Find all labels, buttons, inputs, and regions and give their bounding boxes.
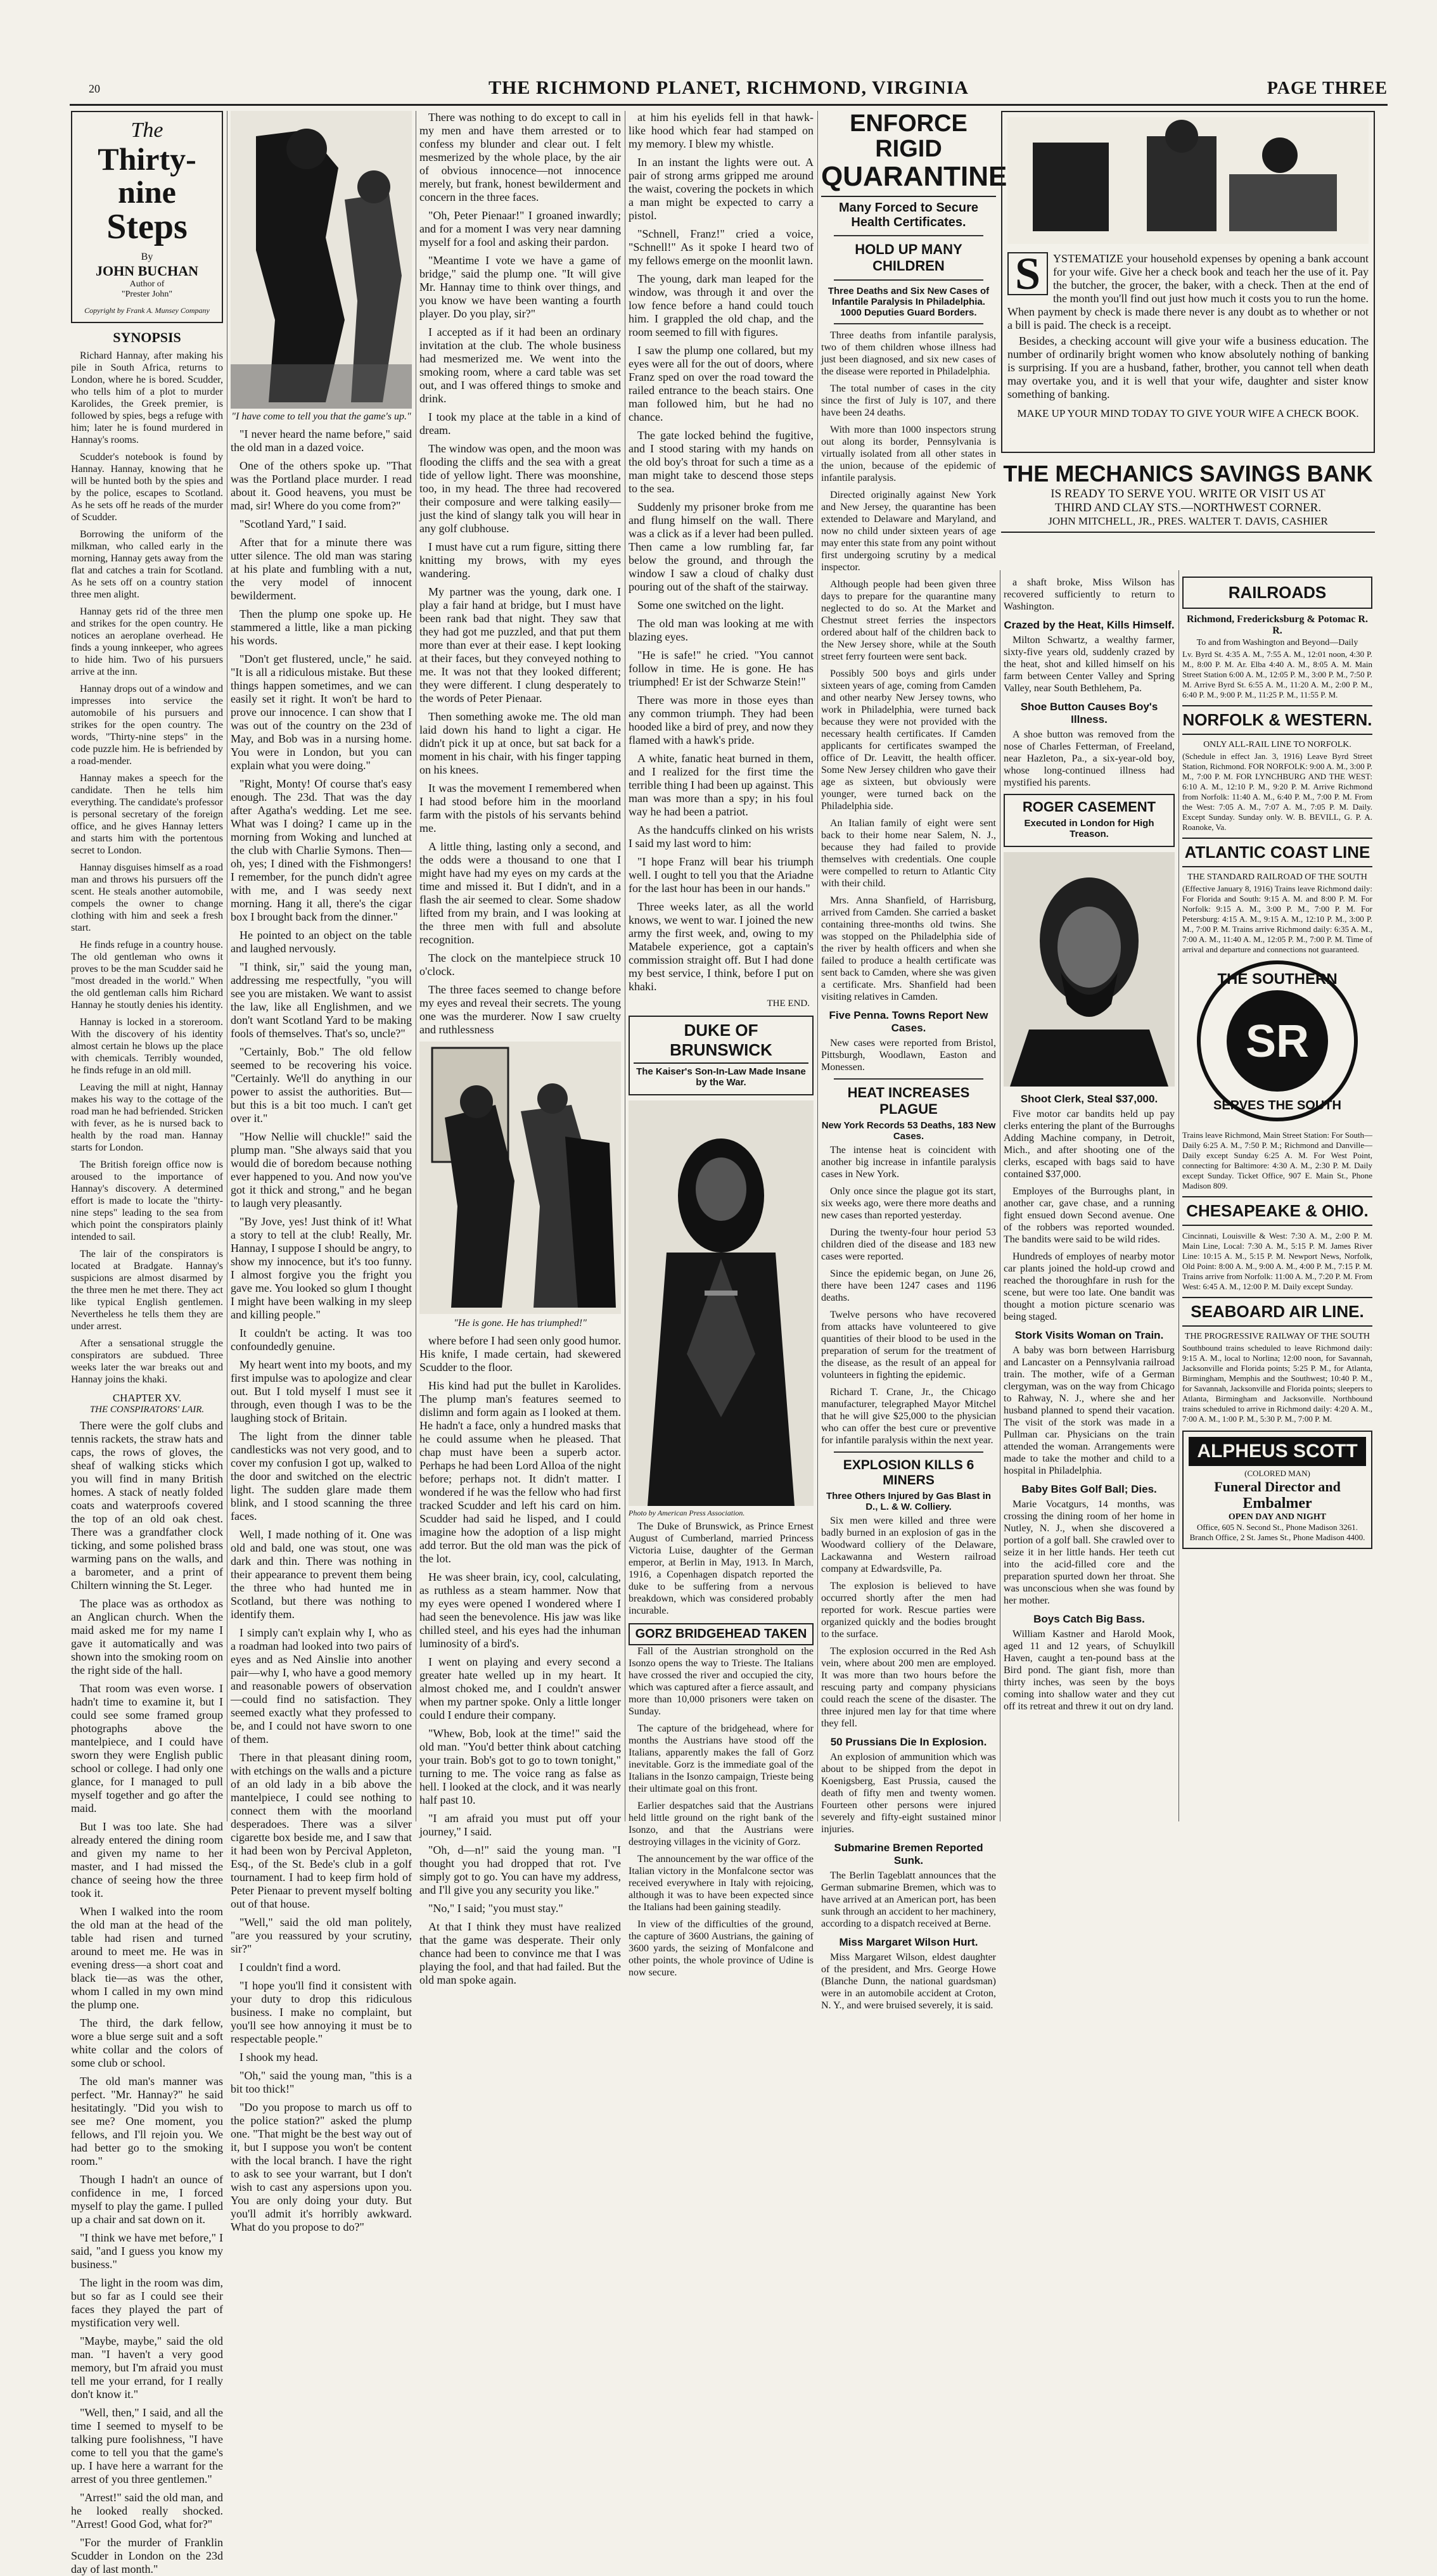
southern-logo-mark: SR	[1245, 1016, 1310, 1067]
paragraph: It was the movement I remembered when I had stood before him in the moorland farm with the pistols of his servants behind me.	[419, 782, 621, 834]
prior-work: "Prester John"	[121, 290, 173, 299]
page-label: PAGE THREE	[1267, 79, 1388, 98]
undertaker-hours: OPEN DAY AND NIGHT	[1228, 1512, 1327, 1522]
paragraph: Hannay disguises himself as a road man and throws his pursuers off the scent. He steals another automobile, compels the owner to change clothing with him and seek a fresh start.	[71, 862, 223, 933]
shoe-headline: Shoe Button Causes Boy's Illness.	[1020, 701, 1158, 725]
explosion-subhead-2: Submarine Bremen Reported Sunk.	[834, 1842, 983, 1866]
acl-name: ATLANTIC COAST LINE	[1182, 838, 1372, 867]
paragraph: Hannay drops out of a window and impresses into service the automobile of his pursuers and strikes for the open country. The words, "Thirty-nine steps" in the code puzzle him. He is befriended by a road-mender.	[71, 684, 223, 767]
serial-body-col3b	[419, 1334, 621, 1987]
clerk-headline: Shoot Clerk, Steal $37,000.	[1020, 1093, 1158, 1105]
paragraph: The light from the dinner table candlesticks was not very good, and to cover my confusion I got up, walked to the door and switched on the electric light. The sudden glare made them blink, and I stood scanning the three faces.	[231, 1430, 412, 1522]
paragraph: That room was even worse. I hadn't time to examine it, but I could see some framed group photographs above the mantelpiece, and I could have sworn they were English public school or college. I had only one glance, for I managed to pull myself together and go after the maid.	[71, 1682, 223, 1814]
paragraph: In an instant the lights were out. A pair of strong arms gripped me around the waist, covering the pockets in which a man might be expected to carry a pistol.	[629, 156, 814, 222]
paragraph: "By Jove, yes! Just think of it! What a story to tell at the club! Really, Mr. Hannay, I suppose I should be angry, to show my innocence, but it's too funny. I almost forgive you the fright you gave me. You looked so glum I thought I might have been walking in my sleep and killing people."	[231, 1215, 412, 1321]
boys-body: William Kastner and Harold Mook, aged 11 and 12 years, of Schuylkill Haven, caught a ten-pound bass at the Bird pond. The giant fish, more than thirty inches, was seen by the boys coming into shallow water and they cut off its retreat and threw it out on dry land.	[1004, 1629, 1175, 1712]
paragraph: The three faces seemed to change before my eyes and reveal their secrets. The young one was the murderer. Now I saw cruelty and ruthlessness	[419, 983, 621, 1036]
nw-sub: ONLY ALL-RAIL LINE TO NORFOLK.	[1203, 740, 1351, 749]
paragraph: I simply can't explain why I, who as a roadman had looked into two pairs of eyes and as Ned Ainslie into another pair—why I, who have a good memory and reasonable powers of observation—could find no satisfaction. They seemed exactly what they professed to be, and I could not have sworn to one of them.	[231, 1626, 412, 1745]
paragraph: "Oh, Peter Pienaar!" I groaned inwardly; and for a moment I was very near damning myself for a fool and asking their pardon.	[419, 209, 621, 248]
paragraph: I went on playing and every second a greater hate welled up in my heart. It almost choked me, and I couldn't answer when my partner spoke. Only a little longer could I endure their company.	[419, 1655, 621, 1721]
paragraph: The light in the room was dim, but so far as I could see their faces they played the part of mystification very well.	[71, 2276, 223, 2329]
paragraph: I took my place at the table in a kind of dream.	[419, 411, 621, 437]
paragraph: "No," I said; "you must stay."	[428, 1902, 563, 1915]
paragraph: Twelve persons who have recovered from attacks have volunteered to give quantities of their blood to be used in the preparation of serum for the treatment of the disease, as the result of an appeal for volunteers in fighting the epidemic.	[821, 1310, 996, 1380]
paragraph: "Arrest!" said the old man, and he looked really shocked. "Arrest! Good God, what for?"	[71, 2491, 223, 2530]
bank-line-1: IS READY TO SERVE YOU. WRITE OR VISIT US AT	[1051, 487, 1325, 501]
paragraph: Employes of the Burroughs plant, in another car, gave chase, and a running fight ensued down Second avenue. One of the robbers was reported wounded. The bandits were said to be wild rides.	[1004, 1186, 1175, 1245]
paragraph: As the handcuffs clinked on his wrists I said my last word to him:	[629, 824, 814, 850]
paragraph: "Oh," said the young man, "this is a bit too thick!"	[231, 2069, 412, 2095]
paragraph: Then something awoke me. The old man laid down his hand to light a cigar. He didn't pick it up at once, but sat back for a moment in his chair, with his finger tapping on his knees.	[419, 710, 621, 776]
paragraph: The capture of the bridgehead, where for months the Austrians have stood off the Italians, apparently makes the fall of Gorz inevitable. Gorz is the immediate goal of the Italians in the Isonzo campaign, Trieste being their ultimate goal on this front.	[629, 1723, 814, 1794]
paragraph: Hundreds of employes of nearby motor car plants joined the hold-up crowd and reached the thoroughfare in rush for the scene, but were too late. One bandit was thought a motion picture scenario was being staged.	[1004, 1251, 1175, 1322]
paragraph: It couldn't be acting. It was too confoundedly genuine.	[231, 1327, 412, 1353]
paragraph: Richard T. Crane, Jr., the Chicago manufacturer, telegraphed Mayor Mitchel that he will give $25,000 to the physician who can offer the best cure or preventive for infantile paralysis within the next year.	[821, 1387, 996, 1446]
paragraph: The clock on the mantelpiece struck 10 o'clock.	[419, 952, 621, 978]
newspaper-title: THE RICHMOND PLANET, RICHMOND, VIRGINIA	[489, 77, 969, 98]
explosion-subhead-1: 50 Prussians Die In Explosion.	[830, 1736, 987, 1748]
paragraph: Three weeks later, as all the world knows, we went to war. I joined the new army the first week, and, owing to my Matabele experience, got a captain's commission straight off. But I had done my best service, I think, before I put on khaki.	[629, 900, 814, 993]
gorz-headline-box	[629, 1623, 814, 1645]
column-rule	[817, 111, 818, 1821]
paragraph: "Certainly, Bob." The old fellow seemed to be recovering his voice. "Certainly. We'll do anything in our power to assist the authorities. But—but this is a bit too much. I can't get over it."	[231, 1045, 412, 1125]
paragraph: The total number of cases in the city since the first of July is 107, and there have been 24 deaths.	[821, 383, 996, 418]
paragraph: A white, fanatic heat burned in them, and I realized for the first time the terrible thing I had been up against. This man was more than a spy; in his foul way he had been a patriot.	[629, 752, 814, 818]
paragraph: At that I think they must have realized that the game was desperate. Their only chance had been to convince me that I was playing the fool, and that had failed. But the old man spoke again.	[419, 1920, 621, 1986]
paragraph: There was nothing to do except to call in my men and have them arrested or to confess my blunder and clear out. I felt mesmerized by the whole place, by the air of obvious innocence—not innocence merely, but frank, honest bewilderment and concern in the three faces.	[419, 111, 621, 203]
southern-logo	[1182, 959, 1372, 1126]
paragraph: "Whew, Bob, look at the time!" said the old man. "You'd better think about catching your train. Bob's got to go to town tonight," turning to me. The voice rang as false as hell. I looked at the clock, and it was nearly half past 10.	[419, 1727, 621, 1806]
paragraph: at him his eyelids fell in that hawk-like hood which fear had stamped on my memory. I blew my whistle.	[629, 111, 814, 150]
bank-name: THE MECHANICS SAVINGS BANK	[1003, 461, 1373, 487]
paragraph: He finds refuge in a country house. The old gentleman who owns it proves to be the man Scudder said he "most dreaded in the world." When the old gentleman calls him Richard Hannay he stoutly denies his identity.	[71, 940, 223, 1011]
brunswick-caption: The Duke of Brunswick, as Prince Ernest August of Cumberland, married Princess Victoria Luise, daughter of the German emperor, at Berlin in May, 1913. In March, 1916, a Copenhagen dispatch reported the duke to be suffering from a nervous breakdown, which was considered probably incurable.	[629, 1521, 814, 1616]
paragraph: The intense heat is coincident with another big increase in infantile paralysis cases in New York.	[821, 1145, 996, 1180]
paragraph: The window was open, and the moon was flooding the cliffs and the sea with a great tide of yellow light. There was moonshine, too, in my head. The three had recovered their composure and were talking easily—just the kind of slangy talk you will hear in any golf clubhouse.	[419, 442, 621, 535]
paragraph: Hannay gets rid of the three men and strikes for the open country. He notices an aeroplane overhead. He finds a young innkeeper, who agrees to hide him. Two of his pursuers arrive at the inn.	[71, 606, 223, 677]
boys-headline: Boys Catch Big Bass.	[1033, 1613, 1145, 1625]
quarantine-deck-3: Three Deaths and Six New Cases of Infantile Paralysis In Philadelphia. 1000 Deputies Guard Borders.	[827, 286, 990, 318]
ball-headline: Baby Bites Golf Ball; Dies.	[1021, 1483, 1157, 1495]
bank-line-2: THIRD AND CLAY STS.—NORTHWEST CORNER.	[1054, 501, 1322, 514]
paragraph: An Italian family of eight were sent back to their home near Salem, N. J., because they had failed to provide themselves with credentials. One couple were compelled to return to Atlantic City with their child.	[821, 818, 996, 889]
paragraph: Borrowing the uniform of the milkman, who called early in the morning, Hannay gets away from the flat and catches a train for Scotland. As he sets off on a country station three men alight.	[71, 529, 223, 600]
acl-times: (Effective January 8, 1916) Trains leave Richmond daily: For Florida and South: 9:15 A. M. and 8:00 P. M. For Norfolk: 9:15 A. M., 3:00 P. M., 7:00 P. M. For Petersburg: 4:15 A. M., 9:15 A. M., 12:10 P. M., 3:00 P. M., 7:00 P. M. Trains arrive Richmond daily: 6:35 A. M., 7:00 A. M., 11:40 A. M., 12:05 P. M., 7:00 P. M. Time of arrival and departure and connections not guaranteed.	[1182, 884, 1372, 954]
paragraph: Well, I made nothing of it. One was old and bald, one was stout, one was dark and thin. There was nothing in their appearance to prevent them being the three who had hunted me in Scotland, but there was nothing to identify them.	[231, 1528, 412, 1621]
drop-cap: S	[1007, 252, 1048, 295]
paragraph: "Well, then," I said, and all the time I seemed to myself to be talking pure foolishness, "I have come to tell you that the game's up. I have here a warrant for the arrest of you three gentlemen."	[71, 2406, 223, 2485]
quarantine-deck-2: HOLD UP MANY CHILDREN	[855, 241, 962, 274]
paragraph: The British foreign office now is aroused to the importance of Hannay's discovery. A determined effort is made to locate the "thirty-nine steps" leading to the sea from which point the conspirators plainly intended to sail.	[71, 1159, 223, 1242]
undertaker-name: ALPHEUS SCOTT	[1189, 1437, 1366, 1466]
illustration-figures	[231, 111, 412, 409]
paragraph: The gate locked behind the fugitive, and I stood staring with my hands on the old boy's throat for such a time as a man might take to descend those steps to the sea.	[629, 429, 814, 495]
paragraph: I must have cut a rum figure, sitting there knitting my brows, with my eyes wandering.	[419, 540, 621, 580]
explosion-sub-body-2: The Berlin Tageblatt announces that the German submarine Bremen, which was to have arrived at an American port, has been sunk through an accident to her machinery, according to a dispatch received at Berne.	[821, 1870, 996, 1929]
paragraph: With more than 1000 inspectors strung out along its border, Pennsylvania is virtually isolated from all other states in the union, because of the epidemic of infantile paralysis.	[821, 424, 996, 483]
stork-body: A baby was born between Harrisburg and Lancaster on a Pennsylvania railroad train. The mother, wife of a German clergyman, was on the way from Chicago to Rahway, N. J., where she and her husband planned to spend their vacation. The visit of the stork was made in a Pullman car. Physicians on the train attended the woman. Arrangements were made to take the mother and child to a hospital in Philadelphia.	[1004, 1345, 1175, 1476]
southern-logo-graphic	[1195, 959, 1360, 1123]
casement-headline: ROGER CASEMENT	[1022, 799, 1156, 815]
bank-ad-box	[1001, 111, 1375, 453]
railroads-column	[1182, 577, 1372, 1818]
paragraph: The third, the dark fellow, wore a blue serge suit and a soft white collar and the colors of some club or school.	[71, 2017, 223, 2069]
paragraph: He was sheer brain, icy, cool, calculating, as ruthless as a steam hammer. Now that my eyes were opened I wondered where I had seen the benevolence. His jaw was like chilled steel, and his eyes had the inhuman luminosity of a bird's.	[419, 1571, 621, 1650]
sal-times: Southbound trains scheduled to leave Richmond daily: 9:15 A. M., local to Norlina; 12:00 noon, for Savannah, Jacksonville and Florida points; 5:25 P. M., for Atlanta, Birmingham, Memphis and the Southwest; 10:40 P. M., for Savannah, Jacksonville and Florida points; sleepers to Atlanta, Birmingham and Jacksonville. Northbound trains scheduled to arrive in Richmond daily: 4:20 A. M., 7:00 A. M., 1:00 P. M., 5:30 P. M., 7:00 P. M.	[1182, 1343, 1372, 1424]
paragraph: "I hope you'll find it consistent with your duty to drop this ridiculous business. I make no complaint, but you'll see how annoying it must be to respectable people."	[231, 1979, 412, 2045]
paragraph: The lair of the conspirators is located at Bradgate. Hannay's suspicions are almost disarmed by the three men he met there. They act like typical English gentlemen. Nevertheless he tells them they are under arrest.	[71, 1249, 223, 1332]
paragraph: In view of the difficulties of the ground, the capture of 3600 Austrians, the gaining of 3600 yards, the seizing of Monfalcone and other points, the whole province of Udine is now secure.	[629, 1919, 814, 1978]
ball-body: Marie Vocatgurs, 14 months, was crossing the dining room of her home in Nutley, N. J., when she discovered a portion of a golf ball. She crawled over to seize it in her little hands. Her teeth cut into the acid-filled core and the preparation spurted down her throat. She was unconscious when she was found by her mother.	[1004, 1499, 1175, 1606]
paragraph: But I was too late. She had already entered the dining room and given my name to her master, and I had missed the chance of seeing how the three took it.	[71, 1820, 223, 1899]
undertaker-branch: Branch Office, 2 St. James St., Phone Madison 4400.	[1189, 1533, 1365, 1542]
explosion-sub-body-1: An explosion of ammunition which was about to be shipped from the depot in Koenigsberg, East Prussia, caused the death of fifty men and twenty women. Fourteen other persons were injured severely and fifty-eight sustained minor injuries.	[821, 1752, 996, 1835]
paragraph: Richard Hannay, after making his pile in South Africa, returns to London, where he is bored. Scudder, who tells him of a plot to murder Karolides, the Greek premier, is followed by spies, begs a refuge with him; later he is found murdered in Hannay's rooms.	[71, 350, 223, 445]
paragraph: "Don't get flustered, uncle," he said. "It is all a ridiculous mistake. But these things happen sometimes, and we can easily set it right. It won't be hard to prove our innocence. I can show that I was out of the country on the 23d of May, and Bob was in a nursing home. You were in London, but you can explain what you were doing."	[231, 653, 412, 772]
serial-body-col2	[231, 428, 412, 2234]
paragraph: "Well," said the old man politely, "are you reassured by your scrutiny, sir?"	[231, 1916, 412, 1955]
serial-title-box	[71, 111, 223, 323]
illustration-confrontation	[231, 111, 412, 409]
co-name: CHESAPEAKE & OHIO.	[1182, 1196, 1372, 1226]
rfp-name: Richmond, Fredericksburg & Potomac R. R.	[1187, 614, 1368, 636]
divider	[834, 235, 983, 236]
casement-portrait-figure	[1004, 852, 1175, 1087]
paragraph: "I think we have met before," I said, "and I guess you know my business."	[71, 2231, 223, 2271]
serial-column-2	[231, 111, 412, 2233]
paragraph: My partner was the young, dark one. I play a fair hand at bridge, but I must have been rank bad that night. They saw that they had got me puzzled, and that put them more than ever at their ease. I kept looking at their faces, but they conveyed nothing to me. It was not that they looked different; they were different. I clung desperately to the words of Peter Pienaar.	[419, 585, 621, 705]
paragraph: Leaving the mill at night, Hannay makes his way to the cottage of the road man he had befriended. Stricken with fever, as he is nursed back to health by the road man. Hannay starts for London.	[71, 1082, 223, 1153]
serial-column-3	[419, 111, 621, 1986]
casement-deck: Executed in London for High Treason.	[1024, 818, 1154, 839]
southern-logo-top-text: THE SOUTHERN	[1217, 971, 1338, 988]
paragraph: One of the others spoke up. "That was the Portland place murder. I read about it. Good heavens, you must be mad, sir! Where do you come from?"	[231, 459, 412, 512]
undertaker-title-2: Embalmer	[1242, 1495, 1312, 1512]
quarantine-headline-1: ENFORCE RIGID	[850, 110, 968, 162]
paragraph: "He is safe!" he cried. "You cannot follow in time. He is gone. He has triumphed! Er ist der Schwarze Stein!"	[629, 649, 814, 688]
explosion-subhead-3: Miss Margaret Wilson Hurt.	[839, 1936, 978, 1948]
gorz-headline: GORZ BRIDGEHEAD TAKEN	[635, 1627, 807, 1641]
paragraph: "Schnell, Franz!" cried a voice, "Schnell!" As it spoke I heard two of my fellows emerge on the moonlit lawn.	[629, 227, 814, 267]
paragraph: The announcement by the war office of the Italian victory in the Monfalcone sector was received everywhere in Italy with rejoicing, although it was to have been expected since the Italians had been gaining steadily.	[629, 1854, 814, 1913]
southern-logo-bottom-text: SERVES THE SOUTH	[1213, 1099, 1341, 1113]
quarantine-deck-1: Many Forced to Secure Health Certificates.	[838, 201, 979, 229]
paragraph: Mrs. Anna Shanfield, of Harrisburg, arrived from Camden. She carried a basket containing three-months old twins. She was stopped on the Philadelphia side of the river by health officers and when she failed to produce a health certificate was sent back to Camden, where she was given a certificate. Mrs. Shanfield had been visiting relatives in Camden.	[821, 895, 996, 1002]
bank-ad-illustration	[1007, 117, 1369, 244]
divider	[834, 1078, 983, 1080]
serial-body-col4	[629, 111, 814, 993]
divider	[834, 1451, 983, 1453]
paragraph: I accepted as if it had been an ordinary invitation at the club. The whole business had mesmerized me. We went into the smoking room, where a card table was set out, and I was offered things to smoke and drink.	[419, 326, 621, 405]
paragraph: During the twenty-four hour period 53 children died of the disease and 183 new cases were reported.	[821, 1227, 996, 1262]
paragraph: A little thing, lasting only a second, and the odds were a thousand to one that I might have had my eyes on my cards at the time and missed it. But I didn't, and in a flash the air seemed to clear. Some shadow lifted from my brain, and I was looking at the three men with full and absolute recognition.	[419, 840, 621, 946]
serial-column-4	[629, 111, 814, 1978]
paragraph: "Oh, d—n!" said the young man. "I thought you had dropped that rot. I've simply got to go. You can have my address, and I'll give you any security you like."	[419, 1844, 621, 1896]
southern-times: Trains leave Richmond, Main Street Station: For South—Daily 6:25 A. M., 7:50 P. M.; Richmond and Danville—Daily except Sunday 6:25 A. M. For West Point, connecting for Baltimore: 4:30 A. M., 2:30 P. M. Daily except Sunday. Ticket Office, 907 E. Main St., Phone Madison 809.	[1182, 1130, 1372, 1190]
clerk-body	[1004, 1108, 1175, 1323]
paragraph: The place was as orthodox as an Anglican church. When the maid asked me for my name I gave it automatically and was shown into the smoking room on the right side of the hall.	[71, 1597, 223, 1676]
byline-by: By	[141, 252, 153, 262]
top-snippet: a shaft broke, Miss Wilson has recovered sufficiently to return to Washington.	[1004, 577, 1175, 612]
gorz-body	[629, 1645, 814, 1979]
quarantine-body	[821, 329, 996, 1003]
undertaker-ad	[1182, 1431, 1372, 1549]
bank-ad-cta: MAKE UP YOUR MIND TODAY TO GIVE YOUR WIFE A CHECK BOOK.	[1017, 407, 1359, 419]
synopsis-heading: SYNOPSIS	[113, 329, 181, 345]
paragraph: I shook my head.	[240, 2051, 318, 2063]
the-end: THE END.	[767, 998, 810, 1009]
paragraph: There were the golf clubs and tennis rackets, the straw hats and caps, the rows of gloves, the sheaf of walking sticks which you will find in many British homes. A stack of neatly folded coats and waterproofs covered the top of an old oak chest. There was a grandfather clock ticking, and some polished brass warming pans on the walls, and a barometer, and a print of Chiltern winning the St. Leger.	[71, 1419, 223, 1591]
plague-headline: HEAT INCREASES PLAGUE	[847, 1085, 970, 1117]
paragraph: The old man's manner was perfect. "Mr. Hannay?" he said hesitatingly. "Did you wish to see me? One moment, you fellows, and I'll rejoin you. We had better go to the smoking room."	[71, 2075, 223, 2167]
paragraph: Earlier despatches said that the Austrians held little ground on the right bank of the Isonzo, and that the Austrians were destroying villages in the vicinity of Gorz.	[629, 1801, 814, 1847]
bank-advertisement	[1001, 111, 1375, 567]
serial-title-the: The	[131, 118, 163, 142]
explosion-headline: EXPLOSION KILLS 6 MINERS	[843, 1458, 974, 1488]
photo-credit: Photo by American Press Association.	[629, 1508, 745, 1517]
paragraph: "Right, Monty! Of course that's easy enough. The 23d. That was the day after Agatha's wedding. Let me see. What was I doing? I came up in the morning from Woking and lunched at the club with Charlie Symons. Then—oh, yes; I dined with the Fishmongers! I remember, for the punch didn't agree with me, and I was seedy next morning. Hang it all, there's the cigar box I brought back from the dinner."	[231, 777, 412, 923]
paragraph: Only once since the plague got its start, six weeks ago, were there more deaths and new cases than reported yesterday.	[821, 1186, 996, 1221]
paragraph: He pointed to an object on the table and laughed nervously.	[231, 929, 412, 955]
author-of: Author of	[129, 279, 165, 289]
paragraph: Five motor car bandits held up pay clerks entering the plant of the Burroughs Adding Machine company, in Detroit, Mich., and after shooting one of the clerks, escaped with bags said to have contained $37,000.	[1004, 1109, 1175, 1180]
serial-body-col1	[71, 1419, 223, 2576]
stork-headline: Stork Visits Woman on Train.	[1014, 1329, 1164, 1341]
paragraph: Suddenly my prisoner broke from me and flung himself on the wall. There was a click as if a lever had been pulled. Then came a low rumbling far, far below the ground, and through the window I saw a cloud of chalky dust pouring out of the shaft of the stairway.	[629, 501, 814, 593]
paragraph: "Do you propose to march us off to the police station?" asked the plump one. "That might be the best way out of it, but I suppose you won't be content with the local branch. I have the right to ask to see your warrant, but I don't wish to cast any aspersions upon you. You are only doing your duty. But you'll admit it's horribly awkward. What do you propose to do?"	[231, 2101, 412, 2233]
paragraph: Possibly 500 boys and girls under sixteen years of age, coming from Camden and other nearby New Jersey towns, who work in Philadelphia, were turned back because they were not provided with the necessary health certificates. If Camden applicants for certificates swamped the office of Dr. Leavitt, the health officer. Some New Jersey children who gave their age as sixteen, but obviously were younger, were turned back on the Philadelphia side.	[821, 668, 996, 812]
paragraph: Though I hadn't an ounce of confidence in me, I forced myself to play the game. I pulled up a chair and sat down on it.	[71, 2173, 223, 2226]
nw-name: NORFOLK & WESTERN.	[1182, 705, 1372, 735]
paragraph: There in that pleasant dining room, with etchings on the walls and a picture of an old lady in a bib above the mantelpiece, I could see nothing to connect them with the moorland desperadoes. There was a silver cigarette box beside me, and I saw that it had been won by Percival Appleton, Esq., of the St. Bede's club in a golf tournament. I had to keep firm hold of Peter Pienaar to prevent myself bolting out of that house.	[231, 1751, 412, 1910]
paragraph: My heart went into my boots, and my first impulse was to apologize and clear out. But I told myself I must see it through, even though I was to be the laughing stock of Britain.	[231, 1358, 412, 1424]
paragraph: After that for a minute there was utter silence. The old man was staring at his plate and fumbling with a nut, the very model of innocent bewilderment.	[231, 536, 412, 602]
bank-ad-text-2: Besides, a checking account will give your wife a business education. The number of ordinarily bright women who know absolutely nothing of banking is surprising. If you are a husband, father, brother, you cannot tell when death may overtake you, and it is well that your wife, daughter and sister know something of banking.	[1007, 335, 1369, 400]
paragraph: "I am afraid you must put off your journey," I said.	[419, 1812, 621, 1838]
sal-name: SEABOARD AIR LINE.	[1182, 1297, 1372, 1327]
bank-ad-text: YSTEMATIZE your household expenses by opening a bank account for your wife. Give her a check book and teach her the use of it. Pay the butcher, the grocer, the baker, with a check. Then at the end of the month you'll find out just how much it costs you to run the home. When payment by check is made there never is any doubt as to whether or not a bill is paid. The check is a receipt.	[1007, 252, 1369, 331]
serial-title-main: Thirty-nine	[98, 141, 196, 210]
copyright-line: Copyright by Frank A. Munsey Company	[84, 306, 210, 315]
paragraph: Directed originally against New York and New Jersey, the quarantine has been extended to Delaware and Maryland, and now no child under sixteen years of age may enter this state from any point without first undergoing scrutiny by a medical inspector.	[821, 490, 996, 573]
paragraph: The young, dark man leaped for the window, was through it and over the low fence before a hand could touch him. I grappled the old chap, and the room seemed to fill with figures.	[629, 272, 814, 338]
paragraph: Hannay makes a speech for the candidate. Then he tells him everything. The candidate's professor is personal secretary of the foreign office, and he gives Hannay letters and starts him with the portentous secret to London.	[71, 773, 223, 856]
rfp-times: Lv. Byrd St. 4:35 A. M., 7:55 A. M., 12:01 noon, 4:30 P. M., 8:00 P. M. Ar. Elba 4:40 A. M., 8:05 A. M. Main Street Station 6:00 A. M., 12:05 P. M., 3:00 P. M., 7:50 P. M. Arrive Byrd St. 6:55 A. M., 11:20 A. M., 2:00 P. M., 6:40 P. M., 9:00 P. M., 11:25 P. M., 11:55 P. M.	[1182, 649, 1372, 699]
paragraph: His kind had put the bullet in Karolides. The plump man's features seemed to dislimn and form again as I looked at them. He hadn't a face, only a hundred masks that he could assume when he pleased. That chap must have been a superb actor. Perhaps he had been Lord Alloa of the night before; perhaps not. It didn't matter. I wondered if he was the fellow who had first tracked Scudder and left his card on him. Scudder had said he lisped, and I could imagine how the adoption of a lisp might add terror. But the old man was the pick of the lot.	[419, 1379, 621, 1565]
paragraph: "For the murder of Franklin Scudder in London on the 23d day of last month."	[71, 2536, 223, 2575]
paragraph: "Meantime I vote we have a game of bridge," said the plump one. "It will give Mr. Hannay time to think over things, and you know we have been wanting a fourth player. Do you play, sir?"	[419, 254, 621, 320]
synopsis-list	[71, 350, 223, 1386]
column-rule	[1178, 570, 1179, 1821]
chapter-number: CHAPTER XV.	[112, 1392, 182, 1404]
paragraph: Although people had been given three days to prepare for the quarantine many neglected to do so. At the Market and Chestnut street ferries the inspectors ordered about half of the children back to the New Jersey shore, while at the South street ferry fourteen were sent back.	[821, 579, 996, 662]
illustration-struggle	[419, 1042, 621, 1314]
brunswick-deck: The Kaiser's Son-In-Law Made Insane by the War.	[636, 1066, 806, 1088]
quarantine-column	[821, 110, 1007, 2011]
paragraph: The explosion occurred in the Red Ash vein, where about 200 men are employed. It was more than two hours before the rescuing party and company physicians could reach the scene of the disaster. The three injured men lay for that time where they fell.	[821, 1646, 996, 1729]
paragraph: Hannay is locked in a storeroom. With the discovery of his identity almost certain he blows up the place with chemicals. Terribly wounded, he finds refuge in an old mill.	[71, 1017, 223, 1076]
paragraph: Three deaths from infantile paralysis, two of them children whose illness had just been diagnosed, and six new cases of the disease were reported in Philadelphia.	[821, 330, 996, 377]
plague-body	[821, 1144, 996, 1446]
explosion-sub-body-3: Miss Margaret Wilson, eldest daughter of the president, and Mrs. George Howe (Blanche Dunn, the national guardsman) were in an automobile accident at Croton, N. Y., and were bruised severely, it is said.	[821, 1952, 996, 2011]
crazed-body: Milton Schwartz, a wealthy farmer, sixty-five years old, suddenly crazed by the heat, shot and killed himself on his farm between Center Valley and Spring Valley, near South Bethlehem, Pa.	[1004, 635, 1175, 694]
serial-title-steps: Steps	[106, 207, 188, 246]
casement-portrait	[1004, 852, 1175, 1087]
paragraph: where before I had seen only good humor. His knife, I made certain, had skewered Scudder to the floor.	[419, 1334, 621, 1374]
page-number: 20	[89, 82, 100, 95]
acl-sub: THE STANDARD RAILROAD OF THE SOUTH	[1187, 872, 1367, 882]
undertaker-address: Office, 605 N. Second St., Phone Madison 3261.	[1197, 1522, 1358, 1532]
paragraph: When I walked into the room the old man at the head of the table had risen and turned around to meet me. He was in evening dress—a short coat and black tie—as was the other, whom I called in my own mind the plump one.	[71, 1905, 223, 2011]
paragraph: There was more in those eyes than any common triumph. They had been hooded like a bird of prey, and now they flamed with a hawk's pride.	[629, 694, 814, 746]
brunswick-story	[629, 1016, 814, 1095]
paragraph: Since the epidemic began, on June 26, there have been 1247 cases and 1196 deaths.	[821, 1268, 996, 1303]
paragraph: Six men were killed and three were badly burned in an explosion of gas in the Woodward colliery of the Delaware, Lackawanna and Western railroad company at Edwardsville, Pa.	[821, 1515, 996, 1574]
plague-deck: New York Records 53 Deaths, 183 New Cases.	[821, 1120, 996, 1142]
paragraph: The explosion is believed to have occurred shortly after the men had reported for work. Rescue parties were organized quickly and the bodies brought to the surface.	[821, 1581, 996, 1640]
illustration-caption-1: "I have come to tell you that the game's up."	[231, 411, 411, 422]
masthead	[70, 75, 1388, 106]
brunswick-headline: DUKE OF BRUNSWICK	[634, 1021, 808, 1064]
paragraph: Some one switched on the light.	[637, 599, 784, 611]
quarantine-subhead: Five Penna. Towns Report New Cases.	[829, 1009, 988, 1034]
casement-box	[1004, 794, 1175, 847]
co-times: Cincinnati, Louisville & West: 7:30 A. M., 2:00 P. M. Main Line, Local: 7:30 A. M., 5:15 P. M. James River Line: 10:15 A. M., 5:15 P. M. Newport News, Norfolk, Old Point: 8:00 A. M., 9:00 A. M., 4:00 P. M., 7:15 P. M. Trains arrive from Norfolk: 11:00 A. M., 7:20 P. M. From West: 6:45 A. M., 12:00 P. M. Daily except Sunday.	[1182, 1231, 1372, 1291]
undertaker-title-1: Funeral Director and	[1214, 1479, 1341, 1495]
paragraph: I saw the plump one collared, but my eyes were all for the out of doors, where Franz sped on over the road toward the railed entrance to the beach stairs. One man followed him, but he had no chance.	[629, 344, 814, 423]
paragraph: I couldn't find a word.	[240, 1961, 341, 1973]
illustration-escape	[419, 1042, 621, 1314]
paragraph: "Scotland Yard," I said.	[240, 518, 347, 530]
divider	[834, 323, 983, 324]
misc-news-column	[1004, 577, 1175, 1818]
serial-column-1	[71, 111, 223, 2575]
quarantine-sub-body: New cases were reported from Bristol, Pittsburgh, Woodlawn, Easton and Monessen.	[821, 1038, 996, 1073]
explosion-deck: Three Others Injured by Gas Blast in D., L. & W. Colliery.	[826, 1491, 992, 1512]
divider	[834, 279, 983, 281]
paragraph: Then the plump one spoke up. He stammered a little, like a man picking his words.	[231, 608, 412, 647]
paragraph: "I think, sir," said the young man, addressing me respectfully, "you will see you are mistaken. We want to assist the law, like all Englishmen, and we don't want Scotland Yard to be making fools of themselves. That's so, uncle?"	[231, 960, 412, 1040]
rfp-sub: To and from Washington and Beyond—Daily	[1196, 638, 1358, 647]
paragraph: The old man was looking at me with blazing eyes.	[629, 617, 814, 643]
duke-portrait-figure	[629, 1100, 814, 1506]
shoe-body: A shoe button was removed from the nose of Charles Fetterman, of Freeland, near Hazleton, Pa., a six-year-old boy, whose long-continued illness had mystified his parents.	[1004, 729, 1175, 788]
chapter-title: THE CONSPIRATORS' LAIR.	[89, 1405, 205, 1415]
undertaker-sub: (COLORED MAN)	[1244, 1469, 1310, 1478]
paragraph: "I hope Franz will bear his triumph well. I ought to tell you that the Ariadne for the last hour has been in our hands."	[629, 855, 814, 895]
paragraph: Fall of the Austrian stronghold on the Isonzo opens the way to Trieste. The Italians have crossed the river and occupied the city, which was captured after a fierce assault, and more than 10,000 prisoners were taken on Sunday.	[629, 1646, 814, 1717]
quarantine-headline-2: QUARANTINE	[821, 162, 996, 197]
paragraph: "I never heard the name before," said the old man in a dazed voice.	[231, 428, 412, 454]
sal-sub: THE PROGRESSIVE RAILWAY OF THE SOUTH	[1184, 1332, 1370, 1341]
paragraph: "How Nellie will chuckle!" said the plump man. "She always said that you would die of boredom because nothing ever happened to you. And now you've got it thick and strong," and he began to laugh very pleasantly.	[231, 1130, 412, 1209]
crazed-headline: Crazed by the Heat, Kills Himself.	[1004, 619, 1175, 631]
bank-line-3: JOHN MITCHELL, JR., PRES. WALTER T. DAVIS, CASHIER	[1001, 515, 1375, 533]
nw-times: (Schedule in effect Jan. 3, 1916) Leave Byrd Street Station, Richmond. FOR NORFOLK: 9:00 A. M., 3:00 P. M., 7:00 P. M. FOR LYNCHBURG AND THE WEST: 6:10 A. M., 12:10 P. M., 9:20 P. M. Arrive Richmond from Norfolk: 11:40 A. M., 6:40 P. M., 7:00 P. M. From the West: 7:05 A. M., 7:07 A. M., 7:05 P. M. Daily. Except Sunday. Sunday only. W. B. BEVILL, G. P. A. Roanoke, Va.	[1182, 751, 1372, 832]
paragraph: "Maybe, maybe," said the old man. "I haven't a very good memory, but I'm afraid you must tell me your errand, for I really don't know it."	[71, 2335, 223, 2401]
illustration-caption-2: "He is gone. He has triumphed!"	[454, 1318, 587, 1329]
duke-portrait	[629, 1100, 814, 1506]
bank-ad-copy	[1007, 248, 1369, 420]
paragraph: Scudder's notebook is found by Hannay. Hannay, knowing that he will be hunted both by the spies and by the police, escapes to Scotland. As he sets off he reads of the murder of Scudder.	[71, 452, 223, 523]
paragraph: After a sensational struggle the conspirators are subdued. Three weeks later the war breaks out and Hannay joins the khaki.	[71, 1338, 223, 1385]
railroads-heading: RAILROADS	[1182, 577, 1372, 609]
author-name: JOHN BUCHAN	[96, 263, 198, 279]
serial-body-col3	[419, 111, 621, 1036]
explosion-body	[821, 1515, 996, 1730]
